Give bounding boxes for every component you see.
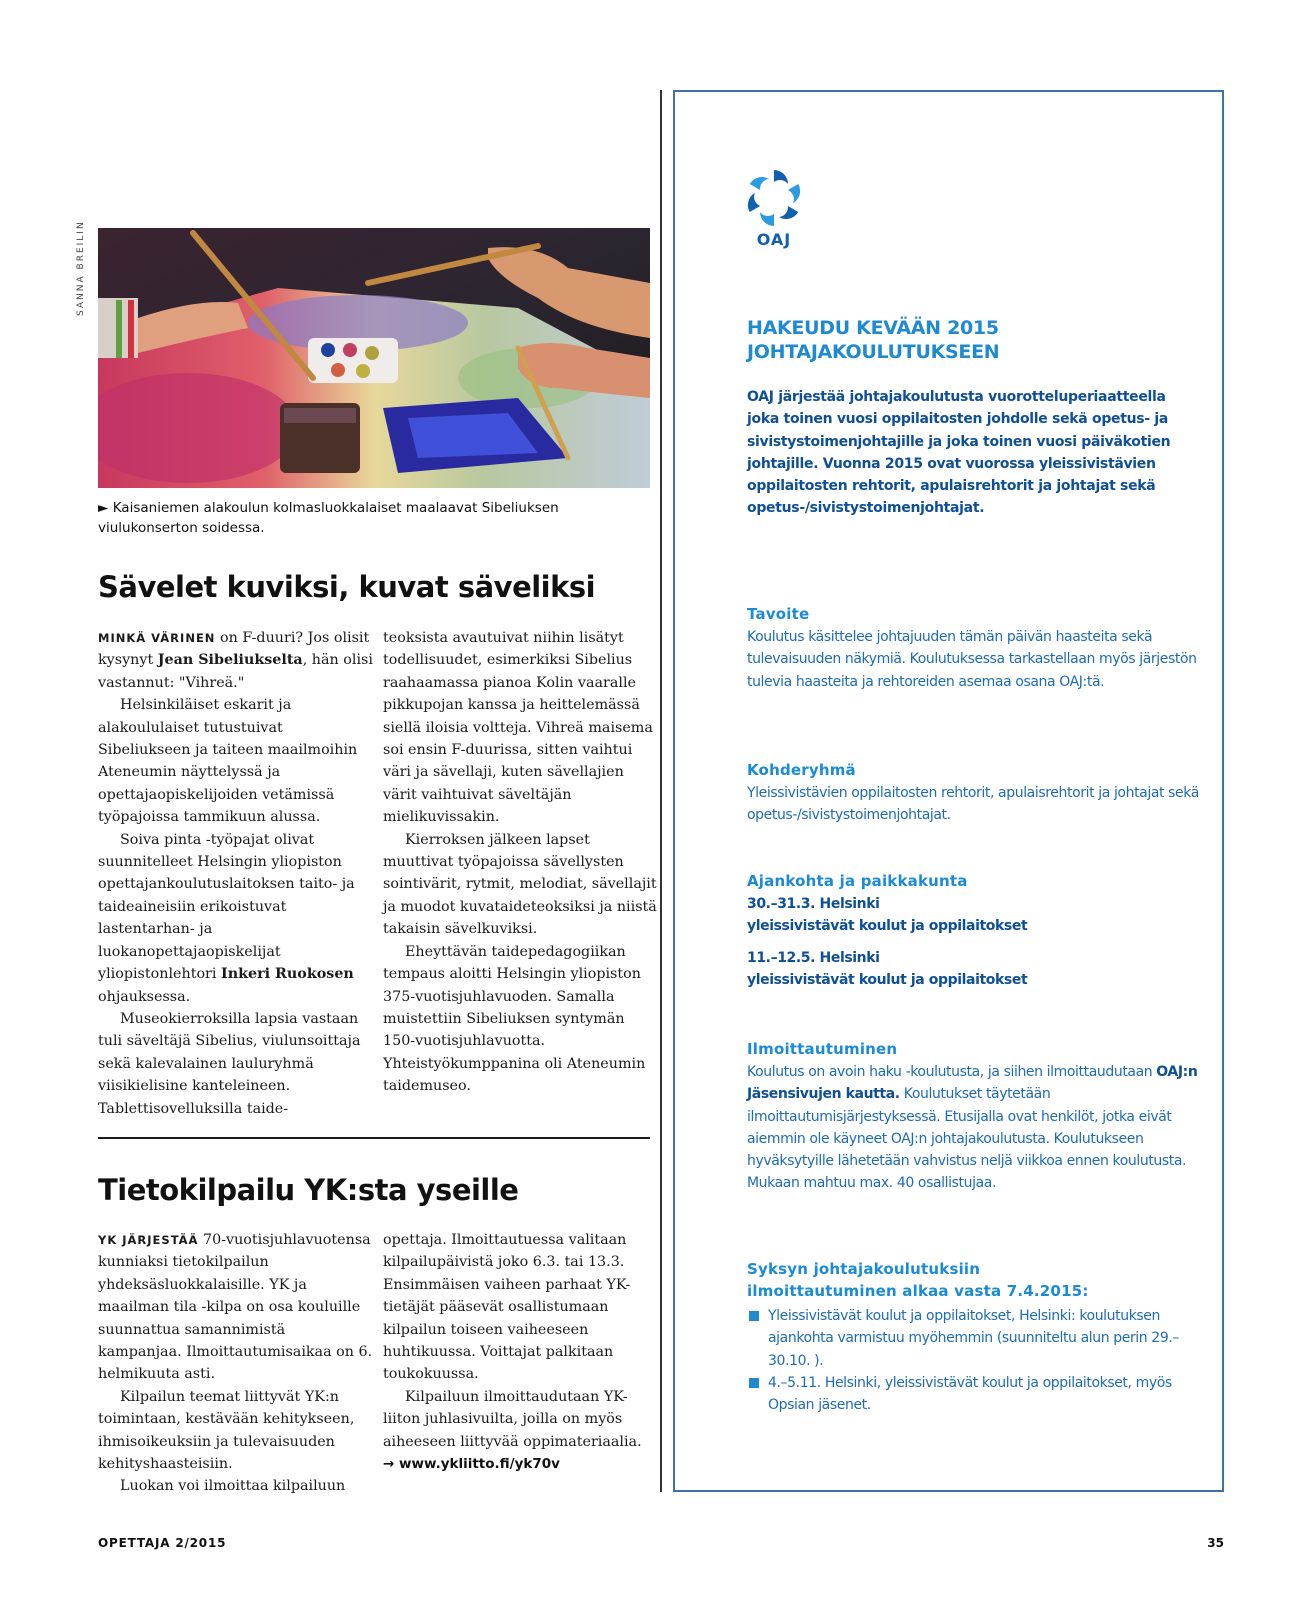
session-desc: yleissivistävät koulut ja oppilaitokset [747, 971, 1028, 988]
column-divider [660, 90, 662, 1492]
section-tavoite [747, 605, 1207, 693]
article-paragraph: Luokan voi ilmoittaa kilpailuun [120, 1478, 346, 1495]
session-date: 11.–12.5. Helsinki [747, 949, 880, 966]
article-paragraph: Museokierroksilla lapsia vastaan tuli säveltäjä Sibelius, viulunsoittaja sekä kalevalainen lauluryhmä viisikielisine kanteleineen. Tablettisovelluksilla taide- [98, 1010, 361, 1117]
session-item [747, 893, 1207, 938]
square-bullet-icon [749, 1378, 759, 1388]
publication-info: OPETTAJA 2/2015 [98, 1536, 227, 1550]
section-heading: Ilmoittautuminen [747, 1040, 898, 1058]
section-body: Yleissivistävien oppilaitosten rehtorit, apulaisrehtorit ja johtajat sekä opetus-/sivistystoimenjohtajat. [747, 785, 1199, 824]
article-paragraph: Eheyttävän taidepedagogiikan tempaus aloitti Helsingin yliopiston 375-vuotisjuhlavuoden. Samalla muistettiin Sibeliuksen syntymän 150-vuotisjuhlavuotta. Yhteistyökumppanina oli Ateneumin taidemuseo. [383, 943, 646, 1095]
section-ajankohta [747, 872, 1207, 991]
oaj-logo [744, 168, 804, 248]
article-paragraph: Soiva pinta -työpajat olivat suunnitelleet Helsingin yliopiston opettajankoulutuslaitoksen taito- ja taideaineisiin erikoistuvat lastentarhan- ja luokanopettajaopiskelijat yliopistonlehtori Inkeri Ruokosen ohjauksessa. [98, 831, 355, 1005]
jasensivut-link[interactable]: OAJ:n Jäsensivujen kautta. [747, 1064, 1198, 1103]
person-name: Inkeri Ruokosen [221, 966, 354, 983]
session-item [747, 947, 1207, 992]
article-paragraph: MINKÄ VÄRINEN on F-duuri? Jos olisit kysynyt Jean Sibeliukselta, hän olisi vastannut: "Vihreä." [98, 630, 373, 691]
ad-intro: OAJ järjestää johtajakoulutusta vuorotteluperiaatteella joka toinen vuosi oppilaitosten johdolle sekä opetus- ja sivistystoimenjohtajille ja joka toinen vuosi päiväkotien johtajille. Vuonna 2015 ovat vuorossa yleissivistävien oppilaitosten rehtorit, apulaisrehtorit ja johtajat sekä opetus-/sivistystoimenjohtajat. [747, 389, 1171, 517]
section-body: Koulutus on avoin haku -koulutusta, ja siihen ilmoittaudutaan OAJ:n Jäsensivujen kautta. Koulutukset täytetään ilmoittautumisjärjestyksessä. Etusijalla ovat henkilöt, jotka eivät aiemmin ole käyneet OAJ:n johtajakoulutusta. Koulutukseen hyväksytyille lähetetään vahvistus neljä viikkoa ennen koulutusta. Mukaan mahtuu max. 40 osallistujaa. [747, 1064, 1198, 1192]
article-column [383, 627, 658, 1098]
section-heading: Tavoite [747, 605, 810, 623]
square-bullet-icon [749, 1311, 759, 1321]
article-paragraph: opettaja. Ilmoittautuessa valitaan kilpailupäivistä joko 6.3. tai 13.3. Ensimmäisen vaiheen parhaat YK-tietäjät pääsevät osallistumaan kilpailun toiseen vaiheeseen huhtikuussa. Voittajat palkitaan toukokuussa. [383, 1232, 631, 1383]
session-desc: yleissivistävät koulut ja oppilaitokset [747, 918, 1028, 935]
bullet-item: 4.–5.11. Helsinki, yleissivistävät koulut ja oppilaitokset, myös Opsian jäsenet. [747, 1372, 1207, 1417]
section-body: Koulutus käsittelee johtajuuden tämän päivän haasteita sekä tulevaisuuden näkymiä. Koulutuksessa tarkastellaan myös järjestön tulevia haasteita ja rehtoreiden asemaa osana OAJ:tä. [747, 629, 1197, 690]
photo-credit: SANNA BREILIN [76, 220, 86, 316]
section-ilmoittautuminen [747, 1040, 1207, 1195]
article-headline: Sävelet kuviksi, kuvat säveliksi [98, 570, 596, 604]
article-headline: Tietokilpailu YK:sta yseille [98, 1173, 519, 1207]
article-column [383, 1229, 658, 1475]
ykliitto-link[interactable]: → www.ykliitto.fi/yk70v [383, 1456, 560, 1473]
lead-in-caps: YK JÄRJESTÄÄ [98, 1233, 199, 1247]
page-number: 35 [1207, 1536, 1224, 1550]
section-syksy [747, 1258, 1207, 1416]
section-heading: Ajankohta ja paikkakunta [747, 872, 968, 890]
lead-in-caps: MINKÄ VÄRINEN [98, 631, 216, 645]
ad-title: HAKEUDU KEVÄÄN 2015 JOHTAJAKOULUTUKSEEN [747, 317, 1000, 363]
session-date: 30.–31.3. Helsinki [747, 896, 880, 912]
article-paragraph: Kilpailun teemat liittyvät YK:n toimintaan, kestävään kehitykseen, ihmisoikeuksiin ja tulevaisuuden kehityshaasteisiin. [98, 1388, 355, 1473]
article-paragraph: Kilpailuun ilmoittaudutaan YK-liiton juhlasivuilta, joilla on myös aiheeseen liittyvää oppimateriaalia. [383, 1388, 642, 1450]
section-divider [98, 1137, 650, 1139]
section-heading: Syksyn johtajakoulutuksiin ilmoittautuminen alkaa vasta 7.4.2015: [747, 1260, 1089, 1300]
children-painting-photo [98, 228, 650, 488]
article-link-line [383, 1453, 658, 1475]
article-paragraph: Helsinkiläiset eskarit ja alakoululaiset tutustuivat Sibeliukseen ja taiteen maailmoihin Ateneumin näyttelyssä ja opettajaopiskelijoiden vetämissä työpajoissa tammikuun alussa. [98, 697, 358, 826]
bullet-item: Yleissivistävät koulut ja oppilaitokset, Helsinki: koulutuksen ajankohta varmistuu myöhemmin (suunniteltu alun perin 29.–30.10. ). [747, 1305, 1207, 1372]
photo-caption: ► Kaisaniemen alakoulun kolmasluokkalaiset maalaavat Sibeliuksen viulukonserton soidessa. [98, 500, 559, 536]
article-column [98, 627, 373, 1120]
article-paragraph: teoksista avautuivat niihin lisätyt todellisuudet, esimerkiksi Sibelius raahaamassa pianoa Kolin vaaralle pikkupojan kanssa ja heittelemässä siellä iloisia voltteja. Vihreä maisema soi ensin F-duurissa, sitten vaihtui väri ja sävellaji, kuten sävellajien värit vaihtuivat säveltäjän mielikuvissakin. [383, 630, 653, 826]
person-name: Jean Sibeliukselta [157, 652, 303, 669]
article-paragraph: YK JÄRJESTÄÄ 70-vuotisjuhlavuotensa kunniaksi tietokilpailun yhdeksäsluokkalaisille. YK ja maailman tila -kilpa on osa kouluille suunnattua samannimistä kampanjaa. Ilmoittautumisaikaa on 6. helmikuuta asti. [98, 1232, 373, 1383]
article-paragraph: Kierroksen jälkeen lapset muuttivat työpajoissa sävellysten sointivärit, rytmit, melodiat, sävellajit ja muodot kuvataideteoksiksi ja niistä takaisin sävelkuviksi. [383, 831, 657, 938]
article-photo [98, 228, 650, 488]
article-column [98, 1229, 373, 1498]
oaj-swirl-icon [744, 168, 804, 228]
section-heading: Kohderyhmä [747, 761, 856, 779]
caption-marker-icon: ► [98, 500, 109, 516]
oaj-logo-text: OAJ [756, 230, 792, 249]
section-kohderyhma [747, 761, 1207, 827]
